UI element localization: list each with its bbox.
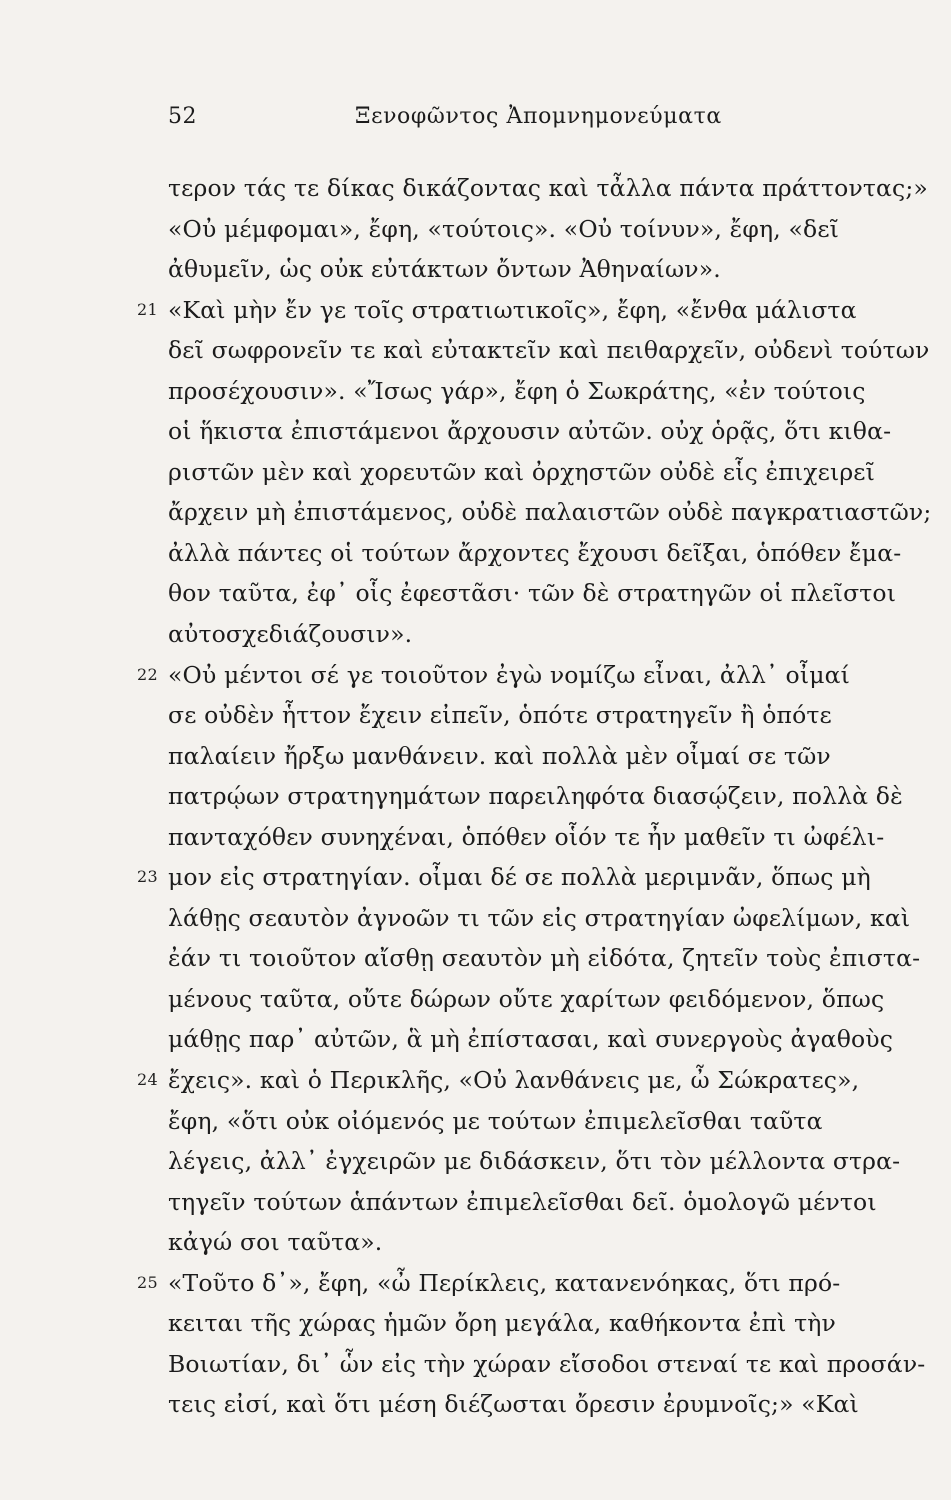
line-text: ἔφη, «ὅτι οὐκ οἰόμενός με τούτων ἐπιμελεῖσθαι ταῦτα [168,1106,823,1135]
text-line [168,1141,938,1182]
line-text: ριστῶν μὲν καὶ χορευτῶν καὶ ὀρχηστῶν οὐδὲ εἷς ἐπιχειρεῖ [168,457,875,486]
line-text: κειται τῆς χώρας ἡμῶν ὄρη μεγάλα, καθήκοντα ἐπὶ τὴν [168,1309,836,1338]
body-text [137,168,938,1425]
line-text: «Οὐ μέντοι σέ γε τοιοῦτον ἐγὼ νομίζω εἶναι, ἀλλ᾽ οἶμαί [168,660,851,689]
text-line [168,168,938,209]
line-text: παλαίειν ἤρξω μανθάνειν. καὶ πολλὰ μὲν οἶμαί σε τῶν [168,741,831,770]
text-line [168,614,938,655]
section-number: 21 [137,299,158,319]
text-line [168,1222,938,1263]
line-text: τηγεῖν τούτων ἁπάντων ἐπιμελεῖσθαι δεῖ. ὁμολογῶ μέντοι [168,1187,877,1216]
line-text: πανταχόθεν συνηχέναι, ὁπόθεν οἷόν τε ἦν μαθεῖν τι ὠφέλι- [168,822,885,851]
section-number: 22 [137,664,158,684]
line-text: πατρῴων στρατηγημάτων παρειληφότα διασῴζειν, πολλὰ δὲ [168,782,903,811]
text-line [168,452,938,493]
text-line [168,979,938,1020]
text-line [168,573,938,614]
running-title: Ξενοφῶντος Ἀπομνημονεύματα [355,104,722,129]
text-line [168,1101,938,1142]
text-line [168,411,938,452]
text-line [168,371,938,412]
text-line [168,898,938,939]
text-line [168,1344,938,1385]
text-line [168,533,938,574]
text-line [168,695,938,736]
text-line [168,249,938,290]
line-text: κἀγώ σοι ταῦτα». [168,1228,383,1257]
text-line [137,290,938,331]
section-number: 24 [137,1070,158,1090]
line-text: μένους ταῦτα, οὔτε δώρων οὔτε χαρίτων φειδόμενον, ὅπως [168,984,885,1013]
line-text: θον ταῦτα, ἐφ᾽ οἷς ἐφεστᾶσι· τῶν δὲ στρατηγῶν οἱ πλεῖστοι [168,579,897,608]
text-line [137,857,938,898]
text-line [168,209,938,250]
line-text: τεις εἰσί, καὶ ὅτι μέση διέζωσται ὄρεσιν ἐρυμνοῖς;» «Καὶ [168,1390,859,1419]
line-text: ἐάν τι τοιοῦτον αἴσθῃ σεαυτὸν μὴ εἰδότα, ζητεῖν τοὺς ἐπιστα- [168,944,921,973]
line-text: προσέχουσιν». «Ἴσως γάρ», ἔφη ὁ Σωκράτης, «ἐν τούτοις [168,376,866,405]
text-line [168,1303,938,1344]
text-line [168,736,938,777]
text-line [168,1182,938,1223]
line-text: ἀλλὰ πάντες οἱ τούτων ἄρχοντες ἔχουσι δεῖξαι, ὁπόθεν ἔμα- [168,538,902,567]
line-text: λέγεις, ἀλλ᾽ ἐγχειρῶν με διδάσκειν, ὅτι τὸν μέλλοντα στρα- [168,1147,901,1176]
text-line [168,776,938,817]
line-text: ἄρχειν μὴ ἐπιστάμενος, οὐδὲ παλαιστῶν οὐδὲ παγκρατιαστῶν; [168,498,932,527]
running-head [168,104,728,144]
line-text: λάθῃς σεαυτὸν ἀγνοῶν τι τῶν εἰς στρατηγίαν ὠφελίμων, καὶ [168,903,911,932]
line-text: αὐτοσχεδιάζουσιν». [168,620,413,649]
line-text: σε οὐδὲν ἧττον ἔχειν εἰπεῖν, ὁπότε στρατηγεῖν ἢ ὁπότε [168,701,832,730]
text-line [168,817,938,858]
text-line [168,1384,938,1425]
line-text: μάθῃς παρ᾽ αὐτῶν, ἃ μὴ ἐπίστασαι, καὶ συνεργοὺς ἀγαθοὺς [168,1025,894,1054]
text-line [168,330,938,371]
line-text: μον εἰς στρατηγίαν. οἶμαι δέ σε πολλὰ μεριμνᾶν, ὅπως μὴ [168,863,871,892]
line-text: «Καὶ μὴν ἔν γε τοῖς στρατιωτικοῖς», ἔφη, «ἔνθα μάλιστα [168,295,857,324]
page-number: 52 [168,104,197,129]
text-line [168,492,938,533]
text-line [168,938,938,979]
text-line [137,1060,938,1101]
text-line [137,655,938,696]
line-text: τερον τάς τε δίκας δικάζοντας καὶ τἆλλα πάντα πράττοντας;» [168,174,928,202]
line-text: οἱ ἥκιστα ἐπιστάμενοι ἄρχουσιν αὐτῶν. οὐχ ὁρᾷς, ὅτι κιθα- [168,417,892,446]
line-text: δεῖ σωφρονεῖν τε καὶ εὐτακτεῖν καὶ πειθαρχεῖν, οὐδενὶ τούτων [168,336,930,365]
text-line [137,1263,938,1304]
line-text: «Τοῦτο δ᾽», ἔφη, «ὦ Περίκλεις, κατανενόηκας, ὅτι πρό- [168,1268,841,1297]
line-text: ἔχεις». καὶ ὁ Περικλῆς, «Οὐ λανθάνεις με, ὦ Σώκρατες», [168,1066,860,1095]
section-number: 25 [137,1272,158,1292]
line-text: «Οὐ μέμφομαι», ἔφη, «τούτοις». «Οὐ τοίνυν», ἔφη, «δεῖ [168,214,840,243]
text-line [168,1019,938,1060]
line-text: Βοιωτίαν, δι᾽ ὧν εἰς τὴν χώραν εἴσοδοι στεναί τε καὶ προσάν- [168,1349,926,1378]
line-text: ἀθυμεῖν, ὡς οὐκ εὐτάκτων ὄντων Ἀθηναίων». [168,255,721,284]
section-number: 23 [137,867,158,887]
